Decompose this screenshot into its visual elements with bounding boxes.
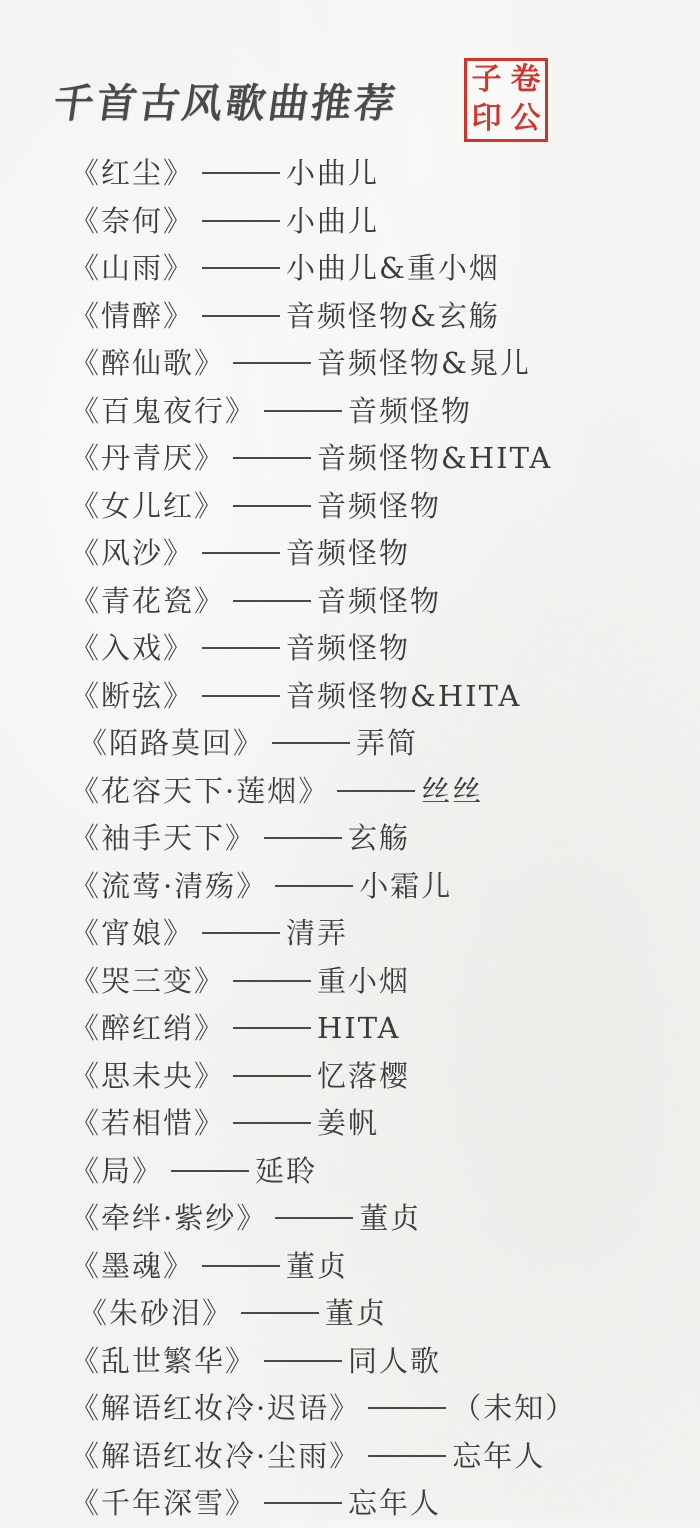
dash-separator	[233, 1075, 311, 1077]
song-artist: 音频怪物	[348, 393, 473, 428]
dash-separator	[264, 1360, 342, 1362]
seal-stamp	[464, 58, 548, 142]
dash-separator	[202, 932, 280, 934]
song-title: 《入戏》	[70, 631, 195, 665]
song-title: 《奈何》	[70, 203, 195, 238]
song-title: 《墨魂》	[70, 1248, 195, 1283]
song-title: 《解语红妆冷·迟语》	[70, 1391, 361, 1425]
song-title: 《解语红妆冷·尘雨》	[70, 1438, 361, 1473]
list-item	[70, 198, 690, 246]
list-item	[70, 1195, 690, 1243]
dash-separator	[202, 647, 280, 649]
dash-separator	[233, 1027, 311, 1029]
dash-separator	[275, 1217, 353, 1219]
song-title: 《百鬼夜行》	[70, 393, 257, 428]
song-title: 《千年深雪》	[70, 1486, 257, 1520]
song-title: 《花容天下·莲烟》	[70, 773, 330, 808]
list-item	[70, 720, 690, 768]
dash-separator	[264, 837, 342, 839]
dash-separator	[171, 1170, 249, 1172]
song-artist: 小曲儿&重小烟	[286, 251, 500, 285]
song-artist: 音频怪物&HITA	[317, 441, 553, 475]
song-artist: 丝丝	[421, 773, 484, 808]
dash-separator	[202, 552, 280, 554]
list-item	[70, 1243, 690, 1291]
song-artist: HITA	[317, 1011, 401, 1045]
list-item	[70, 625, 690, 673]
song-title: 《女儿红》	[70, 488, 226, 523]
song-title: 《风沙》	[70, 536, 195, 570]
song-artist: 董贞	[359, 1201, 422, 1235]
list-item	[70, 863, 690, 911]
song-title: 《醉仙歌》	[70, 346, 226, 380]
dash-separator	[337, 790, 415, 792]
song-artist: 重小烟	[317, 963, 411, 998]
list-item	[70, 815, 690, 863]
dash-separator	[233, 600, 311, 602]
page-title: 千首古风歌曲推荐	[50, 80, 401, 127]
list-item	[70, 293, 690, 341]
list-item	[70, 1100, 690, 1148]
dash-separator	[272, 742, 350, 744]
song-title: 《宵娘》	[70, 916, 195, 950]
song-artist: 姜帆	[317, 1106, 380, 1140]
list-item	[70, 1290, 690, 1338]
song-title: 《情醉》	[70, 298, 195, 333]
seal-char: 印	[471, 101, 502, 136]
seal-char: 卷	[510, 62, 541, 97]
song-artist: 音频怪物	[286, 631, 411, 665]
song-title: 《乱世繁华》	[70, 1343, 257, 1378]
song-title: 《青花瓷》	[70, 583, 226, 618]
dash-separator	[241, 1312, 319, 1314]
song-title: 《袖手天下》	[70, 821, 257, 855]
song-title: 《山雨》	[70, 251, 195, 285]
dash-separator	[202, 315, 280, 317]
song-title: 《思未央》	[70, 1058, 226, 1093]
list-item	[70, 673, 690, 721]
dash-separator	[233, 505, 311, 507]
dash-separator	[233, 1122, 311, 1124]
song-list	[70, 150, 690, 1528]
song-artist: 董贞	[286, 1248, 349, 1283]
dash-separator	[202, 267, 280, 269]
song-artist: 玄觞	[348, 821, 411, 855]
list-item	[70, 1148, 690, 1196]
list-item	[70, 1053, 690, 1101]
song-artist: 音频怪物	[317, 583, 442, 618]
dash-separator	[202, 1265, 280, 1267]
song-title: 《陌路莫回》	[78, 726, 265, 760]
list-item	[70, 958, 690, 1006]
list-item	[70, 1433, 690, 1481]
dash-separator	[264, 1502, 342, 1504]
list-item	[70, 388, 690, 436]
dash-separator	[275, 885, 353, 887]
song-title: 《局》	[70, 1153, 164, 1188]
dash-separator	[233, 980, 311, 982]
song-artist: （未知）	[452, 1391, 577, 1425]
song-artist: 同人歌	[348, 1343, 442, 1378]
song-artist: 音频怪物&晁儿	[317, 346, 531, 380]
list-item	[70, 1480, 690, 1528]
list-item	[70, 768, 690, 816]
song-artist: 忘年人	[452, 1438, 546, 1473]
song-artist: 忘年人	[348, 1486, 442, 1520]
song-artist: 小霜儿	[359, 868, 453, 903]
song-title: 《哭三变》	[70, 963, 226, 998]
song-title: 《牵绊·紫纱》	[70, 1201, 268, 1235]
dash-separator	[202, 172, 280, 174]
dash-separator	[202, 220, 280, 222]
song-artist: 延聆	[255, 1153, 318, 1188]
list-item	[70, 1385, 690, 1433]
list-item	[70, 483, 690, 531]
dash-separator	[233, 362, 311, 364]
list-item	[70, 578, 690, 626]
song-artist: 董贞	[325, 1296, 388, 1330]
header	[50, 62, 614, 152]
song-artist: 清弄	[286, 916, 349, 950]
dash-separator	[264, 410, 342, 412]
song-artist: 忆落樱	[317, 1058, 411, 1093]
list-item	[70, 1005, 690, 1053]
list-item	[70, 245, 690, 293]
list-item	[70, 340, 690, 388]
song-title: 《流莺·清殇》	[70, 868, 268, 903]
dash-separator	[202, 695, 280, 697]
song-title: 《断弦》	[70, 678, 195, 713]
song-title: 《醉红绡》	[70, 1011, 226, 1045]
song-title: 《朱砂泪》	[78, 1296, 234, 1330]
dash-separator	[368, 1455, 446, 1457]
song-title: 《红尘》	[70, 156, 195, 190]
song-artist: 音频怪物	[286, 536, 411, 570]
list-item	[70, 530, 690, 578]
song-artist: 弄简	[356, 726, 419, 760]
dash-separator	[233, 457, 311, 459]
seal-char: 子	[471, 62, 502, 97]
list-item	[70, 150, 690, 198]
seal-char: 公	[510, 101, 541, 136]
song-title: 《若相惜》	[70, 1106, 226, 1140]
song-artist: 音频怪物	[317, 488, 442, 523]
list-item	[70, 910, 690, 958]
list-item	[70, 435, 690, 483]
song-artist: 音频怪物&HITA	[286, 678, 522, 713]
song-title: 《丹青厌》	[70, 441, 226, 475]
list-item	[70, 1338, 690, 1386]
song-artist: 音频怪物&玄觞	[286, 298, 500, 333]
dash-separator	[368, 1407, 446, 1409]
song-artist: 小曲儿	[286, 156, 380, 190]
song-artist: 小曲儿	[286, 203, 380, 238]
